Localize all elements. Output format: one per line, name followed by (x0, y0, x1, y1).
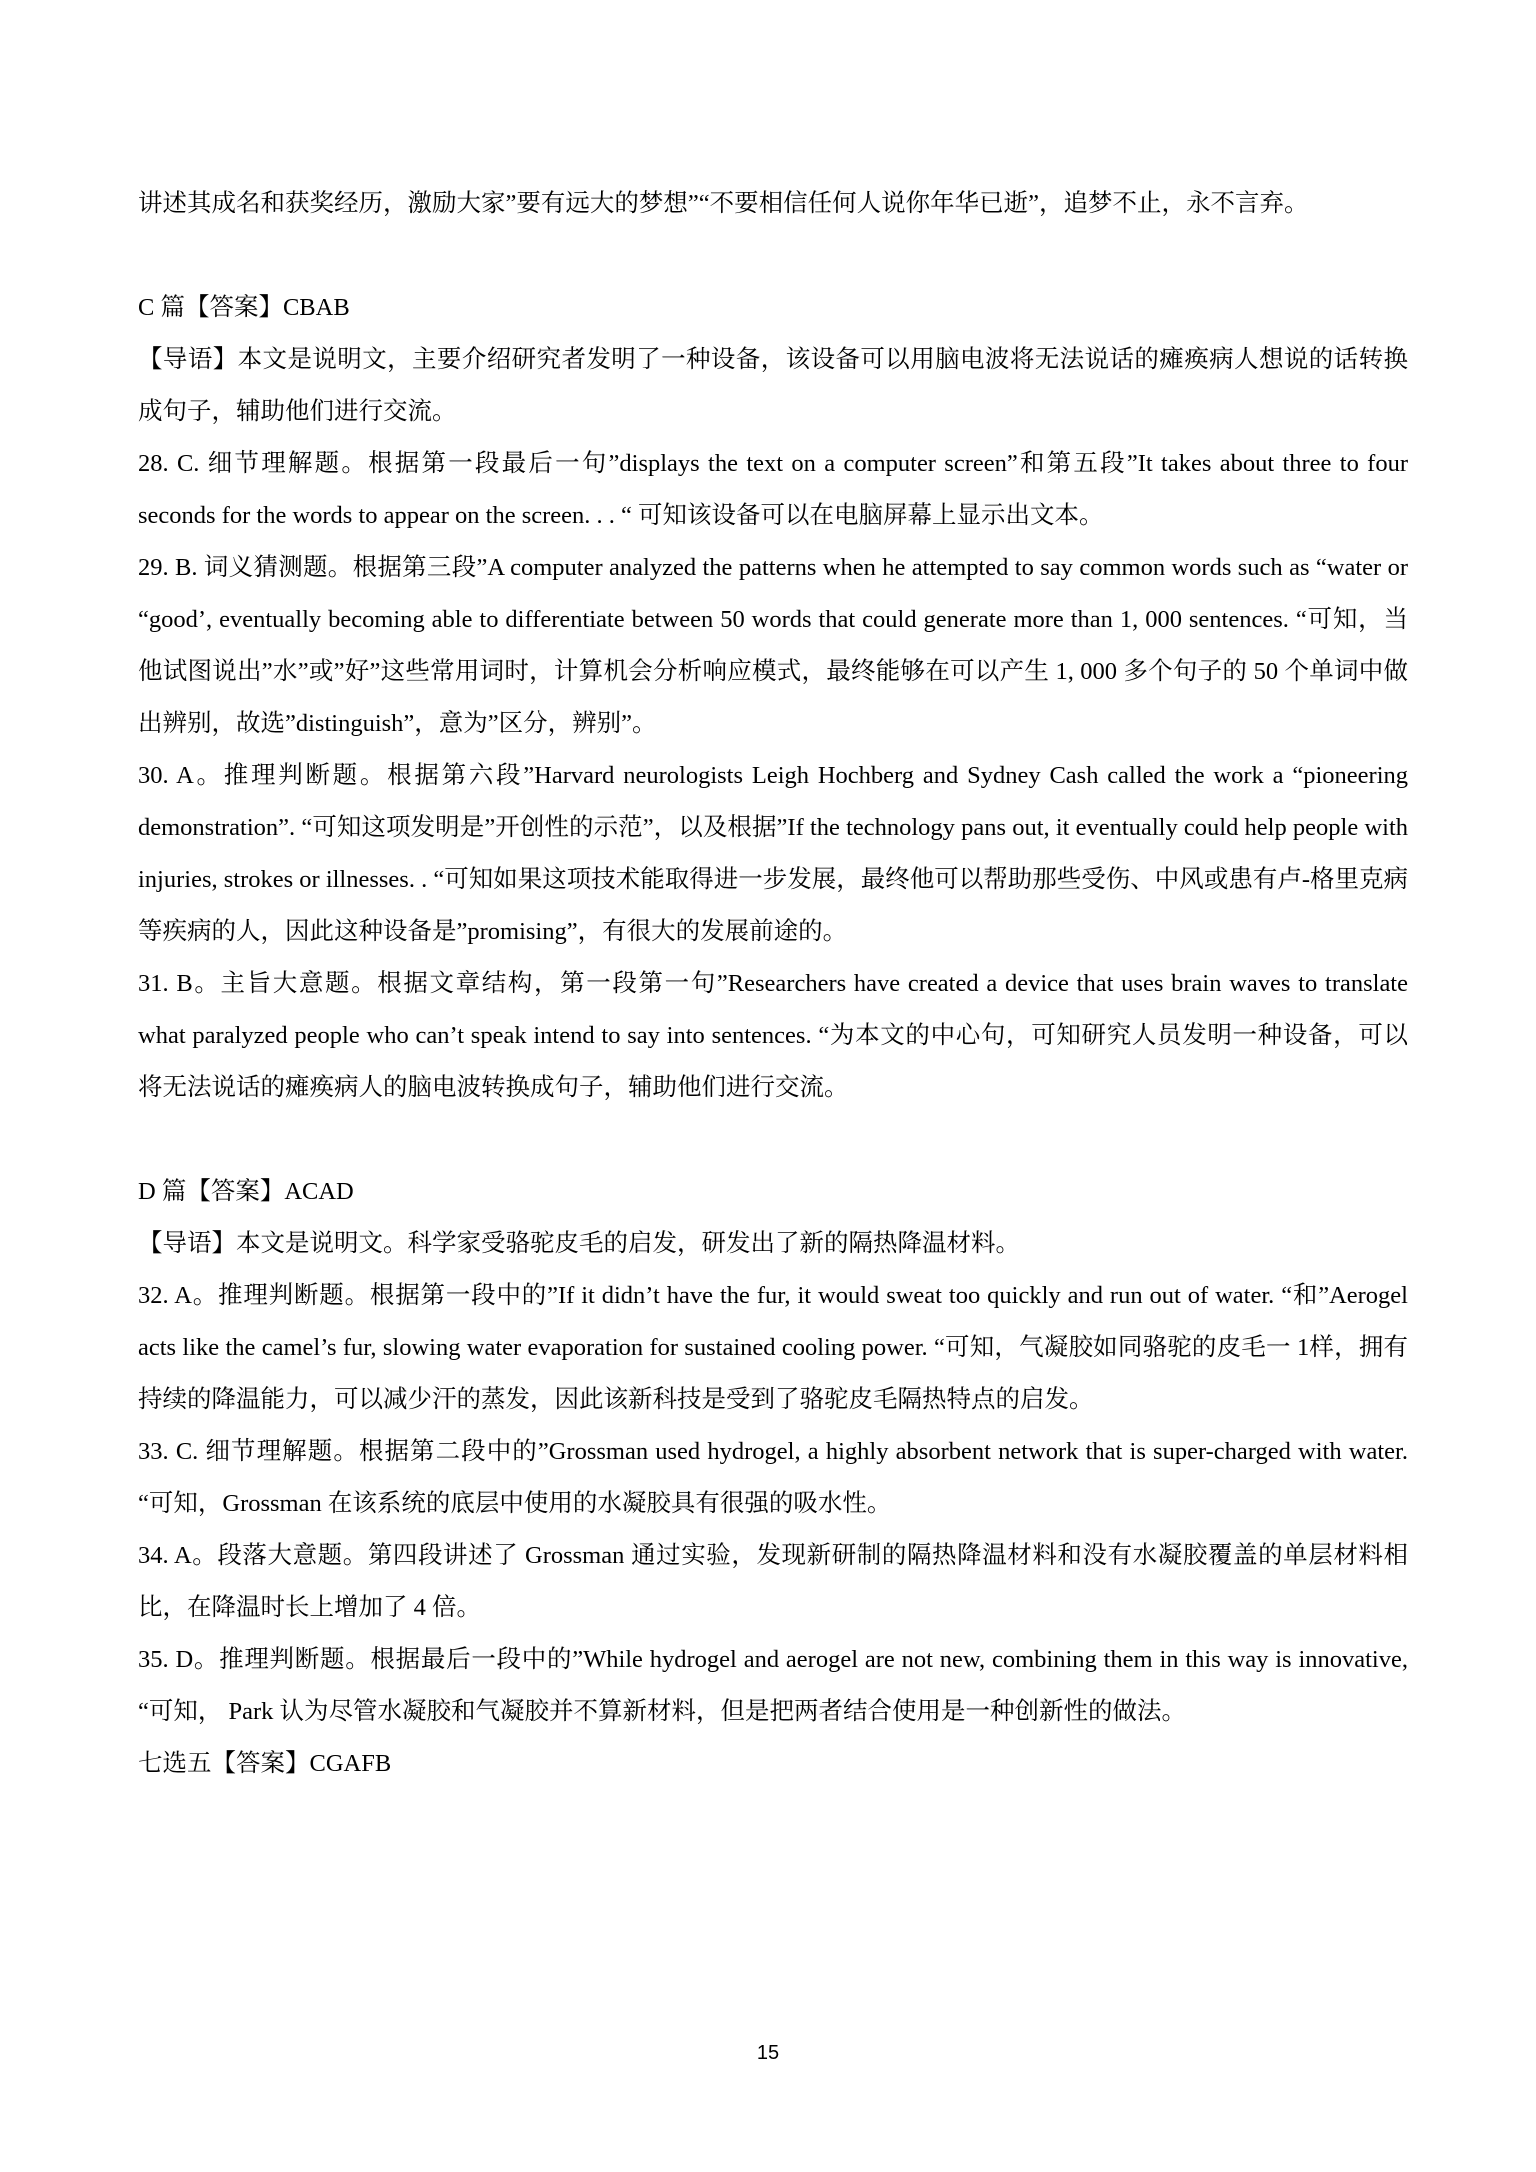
question-31-explanation: 31. B。主旨大意题。根据文章结构，第一段第一句”Researchers have created a device that uses brain waves to translate what paralyzed people who can’t speak intend to say into sentences. “为本文的中心句，可知研究人员发明一种设备，可以将无法说话的瘫痪病人的脑电波转换成句子，辅助他们进行交流。 (138, 970, 1408, 1101)
question-35-explanation: 35. D。推理判断题。根据最后一段中的”While hydrogel and aerogel are not new, combining them in this way is innovative, “可知， Park 认为尽管水凝胶和气凝胶并不算新材料，但是把两者结合使用是一种创新性的做法。 (138, 1646, 1408, 1725)
seven-choose-five-answer: 七选五【答案】CGAFB (138, 1750, 392, 1777)
question-32-explanation: 32. A。推理判断题。根据第一段中的”If it didn’t have the fur, it would sweat too quickly and run out of water. “和”Aerogel acts like the camel’s fur, slowing water evaporation for sustained cooling power. “可知，气凝胶如同骆驼的皮毛一 1样，拥有持续的降温能力，可以减少汗的蒸发，因此该新科技是受到了骆驼皮毛隔热特点的启发。 (138, 1282, 1408, 1413)
page-number: 15 (756, 2042, 780, 2064)
question-34-explanation: 34. A。段落大意题。第四段讲述了 Grossman 通过实验，发现新研制的隔热降温材料和没有水凝胶覆盖的单层材料相比，在降温时长上增加了 4 倍。 (138, 1542, 1408, 1621)
question-28-explanation: 28. C. 细节理解题。根据第一段最后一句”displays the text on a computer screen”和第五段”It takes about three to four seconds for the words to appear on the screen. . . “ 可知该设备可以在电脑屏幕上显示出文本。 (138, 450, 1408, 529)
section-d-guide: 【导语】本文是说明文。科学家受骆驼皮毛的启发，研发出了新的隔热降温材料。 (138, 1230, 1020, 1257)
section-c-answer: C 篇【答案】CBAB (138, 294, 350, 321)
intro-end-paragraph: 讲述其成名和获奖经历，激励大家”要有远大的梦想”“不要相信任何人说你年华已逝”，追梦不止，永不言弃。 (138, 190, 1309, 217)
question-30-explanation: 30. A。推理判断题。根据第六段”Harvard neurologists Leigh Hochberg and Sydney Cash called the work a “pioneering demonstration”. “可知这项发明是”开创性的示范”，以及根据”If the technology pans out, it eventually could help people with injuries, strokes or illnesses. . “可知如果这项技术能取得进一步发展，最终他可以帮助那些受伤、中风或患有卢-格里克病等疾病的人，因此这种设备是”promising”，有很大的发展前途的。 (138, 762, 1408, 945)
section-d-answer: D 篇【答案】ACAD (138, 1178, 354, 1205)
section-c-guide: 【导语】本文是说明文，主要介绍研究者发明了一种设备，该设备可以用脑电波将无法说话的瘫痪病人想说的话转换成句子，辅助他们进行交流。 (138, 346, 1408, 425)
document-body (138, 178, 1408, 1790)
question-33-explanation: 33. C. 细节理解题。根据第二段中的”Grossman used hydrogel, a highly absorbent network that is super-charged with water. “可知，Grossman 在该系统的底层中使用的水凝胶具有很强的吸水性。 (138, 1438, 1408, 1517)
question-29-explanation: 29. B. 词义猜测题。根据第三段”A computer analyzed the patterns when he attempted to say common words such as “water or “good’, eventually becoming able to differentiate between 50 words that could generate more than 1, 000 sentences. “可知，当他试图说出”水”或”好”这些常用词时，计算机会分析响应模式，最终能够在可以产生 1, 000 多个句子的 50 个单词中做出辨别，故选”distinguish”，意为”区分，辨别”。 (138, 554, 1408, 737)
